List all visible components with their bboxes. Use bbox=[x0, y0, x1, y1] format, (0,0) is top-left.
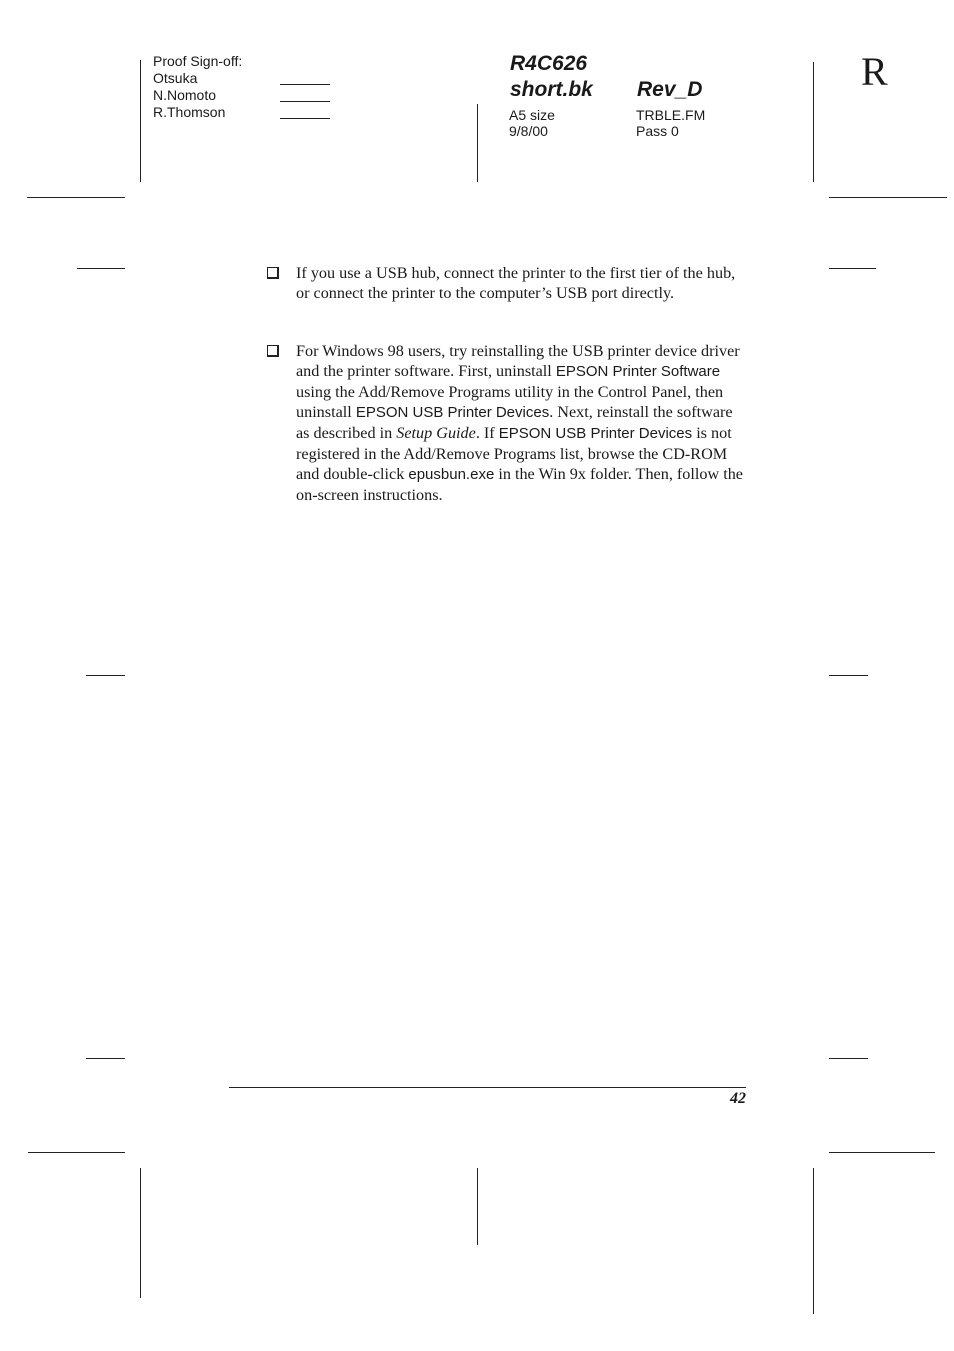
bullet-1-text: If you use a USB hub, connect the printer to the first tier of the hub, or connect the printer to the computer’s USB port directly. bbox=[296, 264, 736, 302]
margin-mark-left-1 bbox=[77, 268, 125, 269]
book-file: short.bk bbox=[510, 78, 593, 101]
crop-mark-top-left-horizontal bbox=[27, 197, 125, 198]
crop-mark-bottom-right-horizontal bbox=[829, 1152, 935, 1153]
margin-mark-left-2 bbox=[86, 675, 125, 676]
crop-mark-top-right-vertical bbox=[813, 62, 814, 182]
bullet-2-text-6: in the Win 9x folder. Then, follow the on-screen instructions. bbox=[296, 465, 743, 504]
ui-label-epson-printer-software: EPSON Printer Software bbox=[555, 363, 721, 380]
book-date: 9/8/00 bbox=[509, 123, 548, 139]
bullet-2-text-3: . Next, reinstall the software as described in bbox=[296, 403, 733, 442]
margin-mark-left-3 bbox=[86, 1058, 125, 1059]
crop-mark-bottom-center-vertical bbox=[477, 1168, 478, 1245]
file-name-epusbun: epusbun.exe bbox=[408, 466, 495, 483]
signature-line-3 bbox=[280, 118, 330, 119]
frame-file: TRBLE.FM bbox=[636, 107, 706, 123]
crop-mark-top-center-vertical bbox=[477, 104, 478, 182]
crop-mark-top-right-horizontal bbox=[829, 197, 947, 198]
footer-rule bbox=[229, 1087, 746, 1088]
margin-mark-right-1 bbox=[829, 268, 876, 269]
crop-mark-bottom-left-vertical bbox=[140, 1168, 141, 1298]
bullet-box-1 bbox=[267, 267, 279, 279]
pass-number: Pass 0 bbox=[636, 123, 679, 139]
bullet-2-text-5: is not registered in the Add/Remove Programs list, browse the CD-ROM and double-click bbox=[296, 424, 732, 483]
setup-guide-reference: Setup Guide bbox=[396, 424, 476, 442]
crop-mark-bottom-left-horizontal bbox=[28, 1152, 125, 1153]
signature-line-2 bbox=[280, 101, 330, 102]
bullet-2-text-1: For Windows 98 users, try reinstalling the USB printer device driver and the printer software. First, uninstall bbox=[296, 342, 740, 380]
signature-line-1 bbox=[280, 84, 330, 85]
bullet-2-text-2: using the Add/Remove Programs utility in the Control Panel, then uninstall bbox=[296, 383, 724, 421]
page-number: 42 bbox=[730, 1090, 746, 1107]
proof-name-3: R.Thomson bbox=[153, 104, 226, 120]
book-size: A5 size bbox=[509, 107, 555, 123]
bullet-2-text-4: . If bbox=[475, 424, 499, 442]
proof-signoff-block bbox=[153, 53, 242, 121]
bullet-box-2 bbox=[267, 345, 279, 357]
crop-mark-bottom-right-vertical bbox=[813, 1168, 814, 1314]
ui-label-epson-usb-printer-devices-2: EPSON USB Printer Devices bbox=[498, 425, 693, 442]
proof-signoff-label: Proof Sign-off: bbox=[153, 53, 243, 69]
book-code: R4C626 bbox=[510, 52, 588, 75]
proof-name-2: N.Nomoto bbox=[153, 87, 217, 103]
bullet-item-1 bbox=[296, 263, 748, 303]
proof-name-1: Otsuka bbox=[153, 70, 198, 86]
corner-mark: R bbox=[861, 49, 888, 94]
margin-mark-right-2 bbox=[829, 675, 868, 676]
bullet-item-2 bbox=[296, 341, 748, 505]
ui-label-epson-usb-printer-devices: EPSON USB Printer Devices bbox=[355, 404, 550, 421]
book-revision: Rev_D bbox=[637, 78, 703, 101]
margin-mark-right-3 bbox=[829, 1058, 868, 1059]
crop-mark-top-left-vertical bbox=[140, 60, 141, 182]
